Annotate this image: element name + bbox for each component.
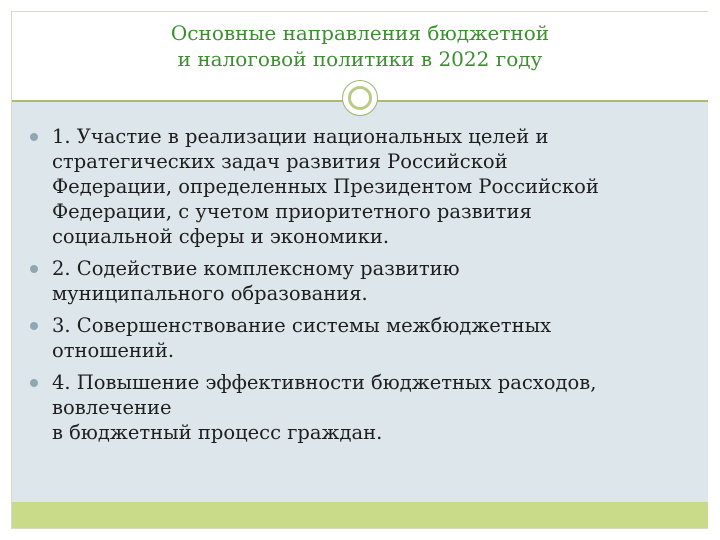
bullet-item-3 (18, 313, 688, 363)
bullet-1-line-1: 1. Участие в реализации национальных целей и (52, 125, 549, 148)
circle-ornament-inner (348, 86, 372, 110)
bullet-3-line-1: 3. Совершенствование системы межбюджетных (52, 314, 552, 337)
bullet-list (18, 124, 688, 452)
title-line-1: Основные направления бюджетной (170, 21, 550, 45)
bullet-1-line-4: Федерации, с учетом приоритетного развития (52, 200, 532, 223)
bullet-2-line-2: муниципального образования. (52, 282, 368, 305)
bullet-4-line-3: в бюджетный процесс граждан. (52, 421, 383, 444)
slide-title (12, 12, 708, 72)
bullet-3-line-2: отношений. (52, 339, 175, 362)
bullet-item-4 (18, 370, 688, 445)
bullet-1-line-2: стратегических задач развития Российской (52, 150, 508, 173)
bullet-dot-icon (30, 133, 38, 141)
bullet-dot-icon (30, 379, 38, 387)
bullet-1-line-3: Федерации, определенных Президентом Российской (52, 175, 599, 198)
bullet-item-1 (18, 124, 688, 249)
bullet-dot-icon (30, 265, 38, 273)
circle-ornament-icon (342, 80, 378, 116)
bullet-4-line-2: вовлечение (52, 396, 172, 419)
title-line-2: и налоговой политики в 2022 году (177, 47, 543, 71)
bullet-dot-icon (30, 322, 38, 330)
bullet-2-line-1: 2. Содействие комплексному развитию (52, 257, 460, 280)
bottom-accent-band (12, 502, 708, 528)
bullet-1-line-5: социальной сферы и экономики. (52, 225, 390, 248)
bullet-item-2 (18, 256, 688, 306)
bullet-4-line-1: 4. Повышение эффективности бюджетных расходов, (52, 371, 597, 394)
